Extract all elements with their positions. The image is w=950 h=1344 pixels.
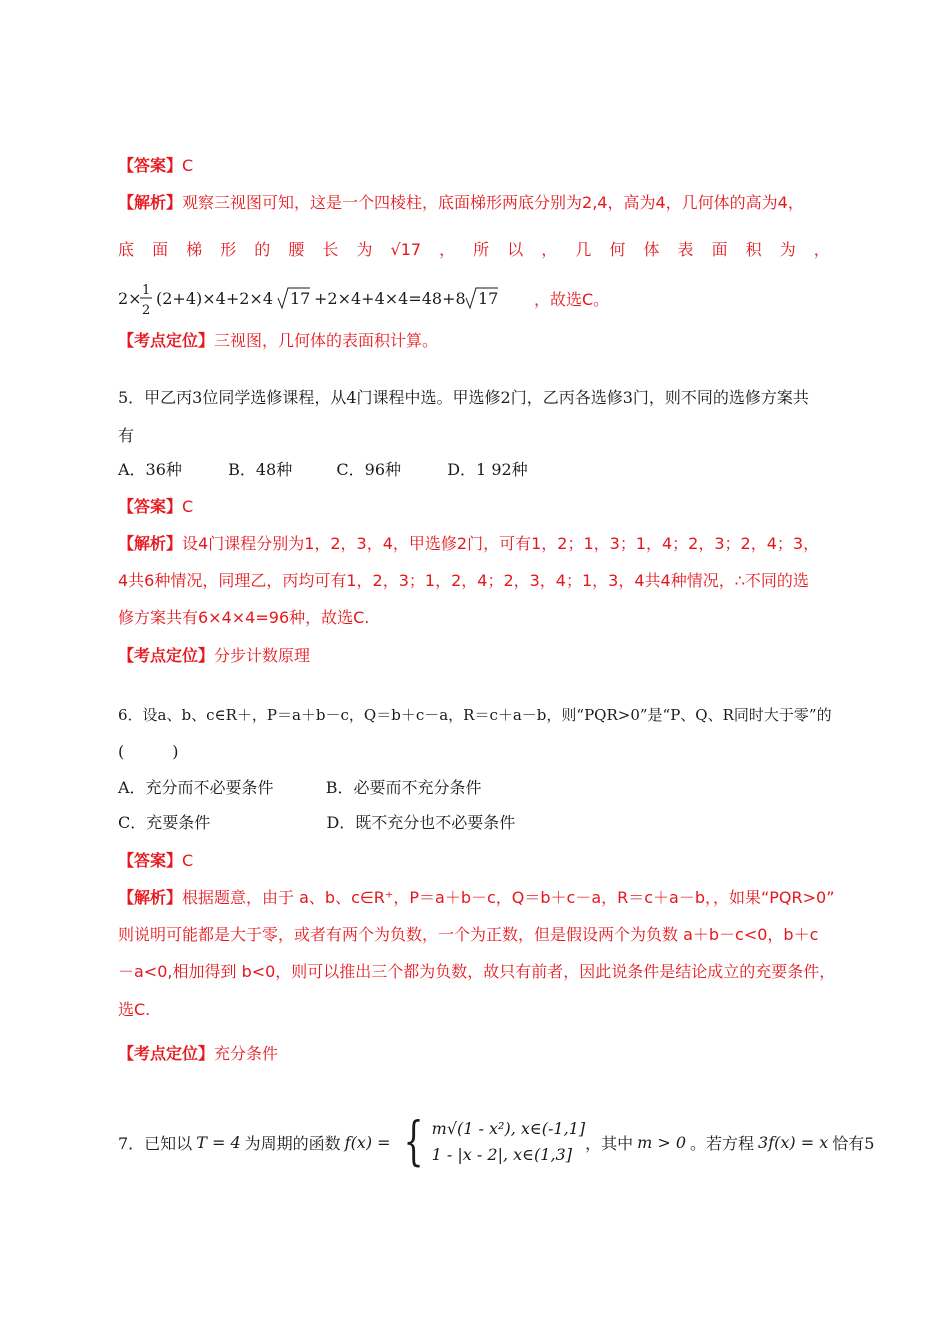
option-b: B．48种 <box>228 460 293 479</box>
q6-analysis-line-3: －a<0,相加得到 b<0，则可以推出三个都为负数，故只有前者，因此说条件是结论成立的充要条件， <box>118 962 836 981</box>
option-c: C．充要条件 <box>118 813 211 832</box>
answer-value: C <box>182 851 194 870</box>
formula-conclusion: ，故选C。 <box>534 289 610 309</box>
word: 几 <box>575 240 592 259</box>
point-tag: 【考点定位】 <box>118 646 215 665</box>
option-c: C．96种 <box>336 460 402 479</box>
q6-analysis-line-4: 选C. <box>118 1000 151 1019</box>
q5-stem-line-1: 5．甲乙丙3位同学选修课程，从4门课程中选。甲选修2门，乙丙各选修3门，则不同的选修方案共 <box>118 388 809 407</box>
q5-answer-line <box>118 497 193 517</box>
svg-text:+2×4+4×4=48+8: +2×4+4×4=48+8 <box>314 289 466 308</box>
analysis-tag: 【解析】 <box>118 193 183 212</box>
answer-tag: 【答案】 <box>118 851 183 870</box>
word: 底 <box>118 240 135 259</box>
q4-analysis-line-1 <box>118 193 804 213</box>
word: 所 <box>473 240 490 259</box>
point-text: 分步计数原理 <box>214 646 311 665</box>
answer-value: C <box>182 156 194 175</box>
svg-text:2×: 2× <box>118 289 142 308</box>
word: 面 <box>711 240 728 259</box>
q4-surface-area-formula <box>118 276 609 320</box>
q7-stem <box>118 1112 875 1172</box>
option-a: A．36种 <box>118 460 182 479</box>
q4-answer-line <box>118 156 193 176</box>
left-brace: { <box>403 1112 424 1172</box>
svg-text:17: 17 <box>290 289 311 308</box>
analysis-tag: 【解析】 <box>118 534 183 553</box>
word: √17 <box>390 240 422 259</box>
word: ， <box>813 240 830 259</box>
option-d: D．既不充分也不必要条件 <box>326 813 516 832</box>
q7-function-name: f(x) = <box>344 1132 391 1152</box>
analysis-tag: 【解析】 <box>118 888 183 907</box>
q7-equation: 3f(x) = x <box>758 1132 829 1152</box>
case-1: m√(1 - x²), x∈(-1,1] <box>431 1119 586 1138</box>
svg-text:1: 1 <box>142 283 151 298</box>
word: ， <box>541 240 558 259</box>
point-tag: 【考点定位】 <box>118 331 215 350</box>
answer-tag: 【答案】 <box>118 156 183 175</box>
q6-answer-line <box>118 851 193 871</box>
piecewise-cases <box>432 1116 585 1168</box>
word: 的 <box>254 240 271 259</box>
word: 面 <box>152 240 169 259</box>
point-text: 充分条件 <box>214 1044 279 1063</box>
word: 积 <box>745 240 762 259</box>
answer-tag: 【答案】 <box>118 497 183 516</box>
word: 腰 <box>288 240 305 259</box>
q5-analysis-line-3: 修方案共有6×4×4=96种，故选C. <box>118 608 370 627</box>
word: 为 <box>779 240 796 259</box>
word: 体 <box>643 240 660 259</box>
q7-text-2: ，其中 <box>585 1133 634 1153</box>
case-2: 1 - |x - 2|, x∈(1,3] <box>431 1145 572 1164</box>
word: 为 <box>356 240 373 259</box>
analysis-text: 根据题意，由于 a、b、c∈R⁺，P＝a＋b－c，Q＝b＋c－a，R＝c＋a－b，，如果“PQR>0” <box>182 888 835 907</box>
word: 以 <box>507 240 524 259</box>
q5-analysis-line-1 <box>118 534 819 554</box>
svg-text:(2+4)×4+2×4: (2+4)×4+2×4 <box>156 289 274 308</box>
option-d: D．1 92种 <box>447 460 528 479</box>
svg-text:2: 2 <box>142 303 151 318</box>
q7-prefix: 7．已知以 <box>118 1133 193 1153</box>
word: 形 <box>220 240 237 259</box>
word: ， <box>439 240 456 259</box>
word: 梯 <box>186 240 203 259</box>
q7-text-3: 。若方程 <box>690 1133 755 1153</box>
word: 何 <box>609 240 626 259</box>
q6-point-line <box>118 1044 278 1064</box>
word: 长 <box>322 240 339 259</box>
q5-analysis-line-2: 4共6种情况，同理乙，丙均可有1，2，3；1，2，4；2，3，4；1，3，4共4种情况，∴不同的选 <box>118 571 809 590</box>
q4-analysis-line-2 <box>118 240 830 260</box>
q6-analysis-line-1 <box>118 888 835 908</box>
q7-condition: m > 0 <box>637 1132 687 1152</box>
q4-point-line <box>118 331 438 351</box>
q7-text-4: 恰有5 <box>832 1133 875 1153</box>
q5-stem-line-2: 有 <box>118 426 135 445</box>
q6-options-row-1 <box>118 778 482 798</box>
q5-options <box>118 460 528 480</box>
q6-options-row-2 <box>118 813 515 833</box>
q6-analysis-line-2: 则说明可能都是大于零，或者有两个为负数，一个为正数，但是假设两个为负数 a＋b－c<0，b＋c <box>118 925 819 944</box>
point-text: 三视图，几何体的表面积计算。 <box>214 331 439 350</box>
word: 表 <box>677 240 694 259</box>
svg-text:17: 17 <box>478 289 499 308</box>
answer-value: C <box>182 497 194 516</box>
q7-period: T = 4 <box>196 1132 241 1152</box>
q5-point-line <box>118 646 310 666</box>
q7-text-1: 为周期的函数 <box>244 1133 341 1153</box>
formula-image <box>118 276 528 320</box>
q6-stem-line-2: ( ) <box>118 742 179 761</box>
q6-stem-line-1: 6．设a、b、c∈R＋，P＝a＋b－c，Q＝b＋c－a，R＝c＋a－b，则“PQR>0”是“P、Q、R同时大于零”的 <box>118 706 832 724</box>
point-tag: 【考点定位】 <box>118 1044 215 1063</box>
analysis-text: 观察三视图可知，这是一个四棱柱，底面梯形两底分别为2,4，高为4，几何体的高为4， <box>182 193 804 212</box>
option-a: A．充分而不必要条件 <box>118 778 274 797</box>
option-b: B．必要而不充分条件 <box>325 778 482 797</box>
analysis-text: 设4门课程分别为1，2，3，4，甲选修2门，可有1，2；1，3；1，4；2，3；2，4；3， <box>182 534 820 553</box>
